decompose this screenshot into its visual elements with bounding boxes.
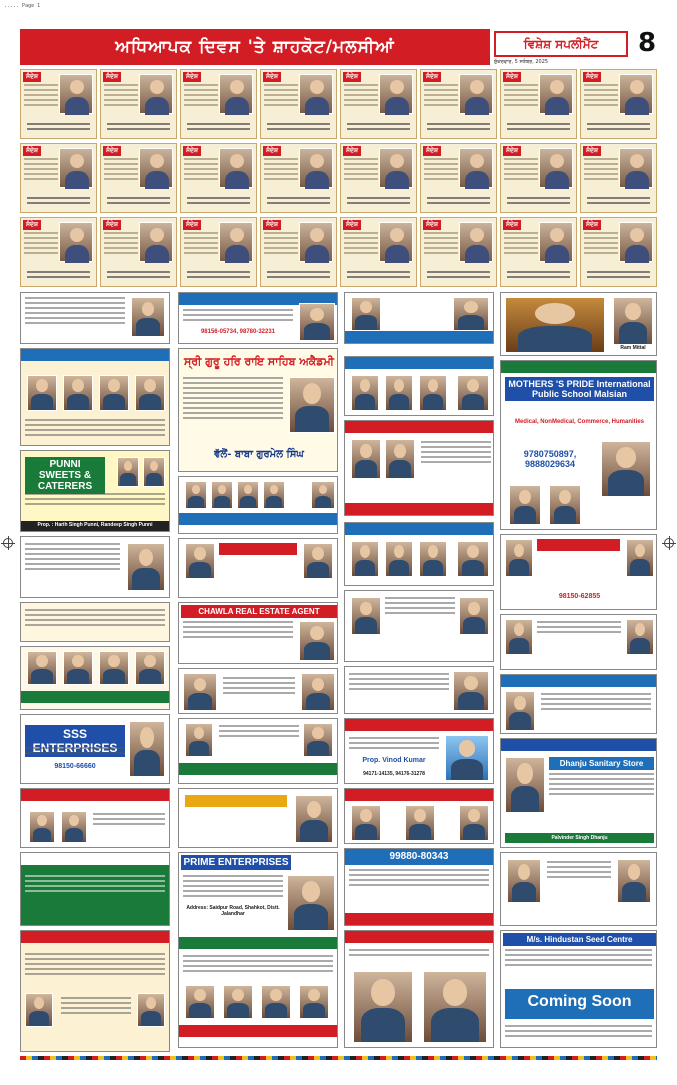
message-tag: ਸੰਦੇਸ਼ xyxy=(23,72,41,82)
message-caption xyxy=(183,197,254,209)
message-text xyxy=(264,232,298,257)
message-caption xyxy=(103,197,174,209)
message-caption xyxy=(503,197,574,209)
message-tag: ਸੰਦੇਸ਼ xyxy=(103,146,121,156)
message-tag: ਸੰਦੇਸ਼ xyxy=(423,146,441,156)
message-caption xyxy=(23,123,94,135)
message-card xyxy=(180,69,257,139)
message-caption xyxy=(503,271,574,283)
portrait-photo xyxy=(219,222,253,262)
ad-green-message xyxy=(20,852,170,926)
ad-phone-banner xyxy=(344,848,494,926)
message-tag: ਸੰਦੇਸ਼ xyxy=(103,72,121,82)
message-caption xyxy=(103,271,174,283)
message-card xyxy=(580,69,657,139)
message-text xyxy=(424,232,458,257)
ad-tent-house xyxy=(20,602,170,642)
message-text xyxy=(424,84,458,109)
message-caption xyxy=(23,271,94,283)
message-caption xyxy=(103,123,174,135)
message-card xyxy=(260,217,337,287)
message-tag: ਸੰਦੇਸ਼ xyxy=(263,220,281,230)
message-tag: ਸੰਦੇਸ਼ xyxy=(263,146,281,156)
coming-soon: Coming Soon xyxy=(505,989,654,1019)
message-card xyxy=(20,69,97,139)
portrait-photo xyxy=(619,74,653,114)
ad-group-four xyxy=(344,356,494,416)
ad-couple-message xyxy=(344,292,494,344)
ad-two-portraits xyxy=(500,852,657,926)
ad-community-message xyxy=(20,292,170,344)
ad-hindustan-seed xyxy=(500,930,657,1048)
message-text xyxy=(184,84,218,109)
portrait-photo xyxy=(539,222,573,262)
portrait-photo xyxy=(139,148,173,188)
message-tag: ਸੰਦੇਸ਼ xyxy=(583,220,601,230)
message-caption xyxy=(423,123,494,135)
message-card xyxy=(20,143,97,213)
ad-three-photos xyxy=(344,788,494,844)
message-tag: ਸੰਦੇਸ਼ xyxy=(583,72,601,82)
message-tag: ਸੰਦੇਸ਼ xyxy=(343,220,361,230)
date-text: ਸ਼ੁੱਕਰਵਾਰ, 5 ਸਤੰਬਰ, 2025 xyxy=(494,59,549,65)
ad-punni-sweets xyxy=(20,450,170,532)
message-card xyxy=(100,143,177,213)
ad-family-message xyxy=(178,476,338,534)
message-card xyxy=(580,143,657,213)
portrait-photo xyxy=(539,74,573,114)
ad-school-couple xyxy=(344,420,494,516)
message-card xyxy=(420,69,497,139)
message-tag: ਸੰਦੇਸ਼ xyxy=(183,72,201,82)
message-text xyxy=(24,232,58,257)
person-a: Ram Mittal xyxy=(620,345,646,351)
message-card xyxy=(500,143,577,213)
message-card xyxy=(580,217,657,287)
ad-vinod-kumar xyxy=(344,718,494,784)
message-tag: ਸੰਦੇਸ਼ xyxy=(183,146,201,156)
message-tag: ਸੰਦੇਸ਼ xyxy=(263,72,281,82)
message-tag: ਸੰਦੇਸ਼ xyxy=(503,72,521,82)
vinod-name: Prop. Vinod Kumar xyxy=(362,757,426,764)
message-card xyxy=(420,217,497,287)
ad-teachers-group xyxy=(344,522,494,586)
message-text xyxy=(344,158,378,183)
prime-name: PRIME ENTERPRISES xyxy=(181,855,291,870)
portrait-photo xyxy=(299,74,333,114)
phone-b: 98156-05734, 98780-32231 xyxy=(200,329,276,335)
ad-chawla-real-estate xyxy=(178,602,338,664)
message-tag: ਸੰਦੇਸ਼ xyxy=(343,146,361,156)
ad-green-group xyxy=(178,718,338,784)
ad-red-text xyxy=(20,788,170,848)
portrait-photo xyxy=(379,74,413,114)
portrait-photo xyxy=(219,74,253,114)
academy-name: ਸ੍ਰੀ ਗੁਰੂ ਹਰਿ ਰਾਇ ਸਾਹਿਬ ਅਕੈਡਮੀ xyxy=(183,355,334,368)
message-card xyxy=(20,217,97,287)
punni-owner: Prop. : Harih Singh Punni, Randeep Singh Punni xyxy=(21,521,169,531)
message-text xyxy=(584,84,618,109)
message-text xyxy=(504,232,538,257)
portrait-photo xyxy=(379,148,413,188)
message-caption xyxy=(183,271,254,283)
message-caption xyxy=(263,123,334,135)
ad-small-message xyxy=(344,666,494,714)
message-card xyxy=(500,69,577,139)
ad-sss-enterprises xyxy=(20,714,170,784)
vinod-phone: 94171-14135, 94176-31278 xyxy=(363,771,425,777)
portrait-photo xyxy=(139,74,173,114)
message-caption xyxy=(423,197,494,209)
message-caption xyxy=(263,271,334,283)
message-text xyxy=(344,84,378,109)
message-tag: ਸੰਦੇਸ਼ xyxy=(503,220,521,230)
ad-yellow-message xyxy=(178,538,338,598)
message-text xyxy=(584,158,618,183)
supplement-label: ਵਿਸ਼ੇਸ਼ ਸਪਲੀਮੈਂਟ xyxy=(494,31,628,57)
portrait-photo xyxy=(459,148,493,188)
ad-dhanju-sanitary xyxy=(500,738,657,848)
message-card xyxy=(340,69,417,139)
message-caption xyxy=(343,197,414,209)
message-row-2 xyxy=(20,143,657,213)
prime-address: Address: Saidpur Road, Shahkot, Distt. Jalandhar xyxy=(186,905,280,917)
portrait-photo xyxy=(459,222,493,262)
message-text xyxy=(184,232,218,257)
message-caption xyxy=(183,123,254,135)
message-card xyxy=(260,143,337,213)
message-card xyxy=(340,217,417,287)
message-tag: ਸੰਦੇਸ਼ xyxy=(343,72,361,82)
ad-prime-enterprises xyxy=(178,852,338,1048)
message-card xyxy=(340,143,417,213)
message-text xyxy=(104,84,138,109)
message-caption xyxy=(503,123,574,135)
portrait-photo xyxy=(59,74,93,114)
message-card xyxy=(180,217,257,287)
mothers-pride-phone: 9780750897, 9888029634 xyxy=(523,449,577,469)
portrait-photo xyxy=(619,222,653,262)
message-caption xyxy=(583,123,654,135)
message-tag: ਸੰਦੇਸ਼ xyxy=(583,146,601,156)
message-caption xyxy=(423,271,494,283)
registration-mark-left-icon xyxy=(3,538,13,548)
message-tag: ਸੰਦੇਸ਼ xyxy=(183,220,201,230)
message-caption xyxy=(343,271,414,283)
message-tag: ਸੰਦੇਸ਼ xyxy=(23,220,41,230)
message-card xyxy=(180,143,257,213)
message-tag: ਸੰਦੇਸ਼ xyxy=(23,146,41,156)
message-caption xyxy=(343,123,414,135)
message-text xyxy=(24,84,58,109)
chawla-name: CHAWLA REAL ESTATE AGENT xyxy=(181,605,337,618)
message-row-1 xyxy=(20,69,657,139)
message-card xyxy=(420,143,497,213)
message-text xyxy=(104,158,138,183)
portrait-photo xyxy=(299,148,333,188)
message-tag: ਸੰਦੇਸ਼ xyxy=(423,72,441,82)
message-text xyxy=(424,158,458,183)
portrait-photo xyxy=(59,148,93,188)
portrait-photo xyxy=(379,222,413,262)
ad-kulbir-message xyxy=(500,674,657,734)
ad-mothers-pride xyxy=(500,360,657,530)
phone-a: 99880-80343 xyxy=(345,849,493,865)
portrait-photo xyxy=(539,148,573,188)
ad-two-photos xyxy=(344,590,494,662)
sss-phone: 98150-66660 xyxy=(54,763,96,770)
message-caption xyxy=(583,271,654,283)
ad-yellow-banner xyxy=(178,788,338,848)
masthead-title: ਅਧਿਆਪਕ ਦਿਵਸ 'ਤੇ ਸ਼ਾਹਕੋਟ/ਮਲਸੀਆਂ xyxy=(20,29,490,65)
dhanju-owner: Palvinder Singh Dhanju xyxy=(505,833,654,843)
color-bar xyxy=(20,1056,657,1060)
message-text xyxy=(184,158,218,183)
message-text xyxy=(24,158,58,183)
message-row-3 xyxy=(20,217,657,287)
sss-name: SSS xyxy=(25,725,125,757)
dateline xyxy=(494,59,628,65)
message-text xyxy=(504,84,538,109)
mothers-pride-name: MOTHERS 'S PRIDE International Public School Malsian xyxy=(505,377,654,401)
message-text xyxy=(264,158,298,183)
academy-baba: ਵੱਲੋਂ- ਬਾਬਾ ਗੁਰਮੇਲ ਸਿੰਘ xyxy=(214,449,304,460)
message-text xyxy=(104,232,138,257)
message-text xyxy=(504,158,538,183)
message-text xyxy=(584,232,618,257)
message-caption xyxy=(23,197,94,209)
ad-message-box xyxy=(20,536,170,598)
message-card xyxy=(260,69,337,139)
registration-mark-right-icon xyxy=(664,538,674,548)
message-card xyxy=(500,217,577,287)
mothers-pride-streams: Medical, NonMedical, Commerce, Humanities xyxy=(514,419,645,425)
page-number: 8 xyxy=(637,28,657,58)
ad-teachers-message xyxy=(20,930,170,1052)
message-text xyxy=(344,232,378,257)
ad-group-photos xyxy=(20,646,170,710)
punni-sweets-name: PUNNI SWEETS & CATERERS xyxy=(25,457,105,494)
message-caption xyxy=(263,197,334,209)
ad-phones xyxy=(178,292,338,344)
hindustan-name: M/s. Hindustan Seed Centre xyxy=(503,933,656,946)
portrait-photo xyxy=(59,222,93,262)
message-card xyxy=(100,217,177,287)
dhanju-name: Dhanju Sanitary Store xyxy=(549,757,654,770)
portrait-photo xyxy=(299,222,333,262)
message-text xyxy=(264,84,298,109)
message-tag: ਸੰਦੇਸ਼ xyxy=(503,146,521,156)
portrait-photo xyxy=(619,148,653,188)
portrait-photo xyxy=(459,74,493,114)
print-slug: ..... Page 1 xyxy=(4,3,41,9)
portrait-photo xyxy=(139,222,173,262)
portrait-photo xyxy=(219,148,253,188)
ad-company xyxy=(500,534,657,610)
ad-food-shop xyxy=(500,292,657,356)
message-tag: ਸੰਦੇਸ਼ xyxy=(423,220,441,230)
ad-group-message xyxy=(20,348,170,446)
ad-sikh-message xyxy=(500,614,657,670)
ad-academy xyxy=(178,348,338,472)
phone-c: 98150-62855 xyxy=(558,593,601,600)
ad-photo-grid xyxy=(178,668,338,714)
message-caption xyxy=(583,197,654,209)
message-card xyxy=(100,69,177,139)
message-tag: ਸੰਦੇਸ਼ xyxy=(103,220,121,230)
ad-computer-centre xyxy=(344,930,494,1048)
